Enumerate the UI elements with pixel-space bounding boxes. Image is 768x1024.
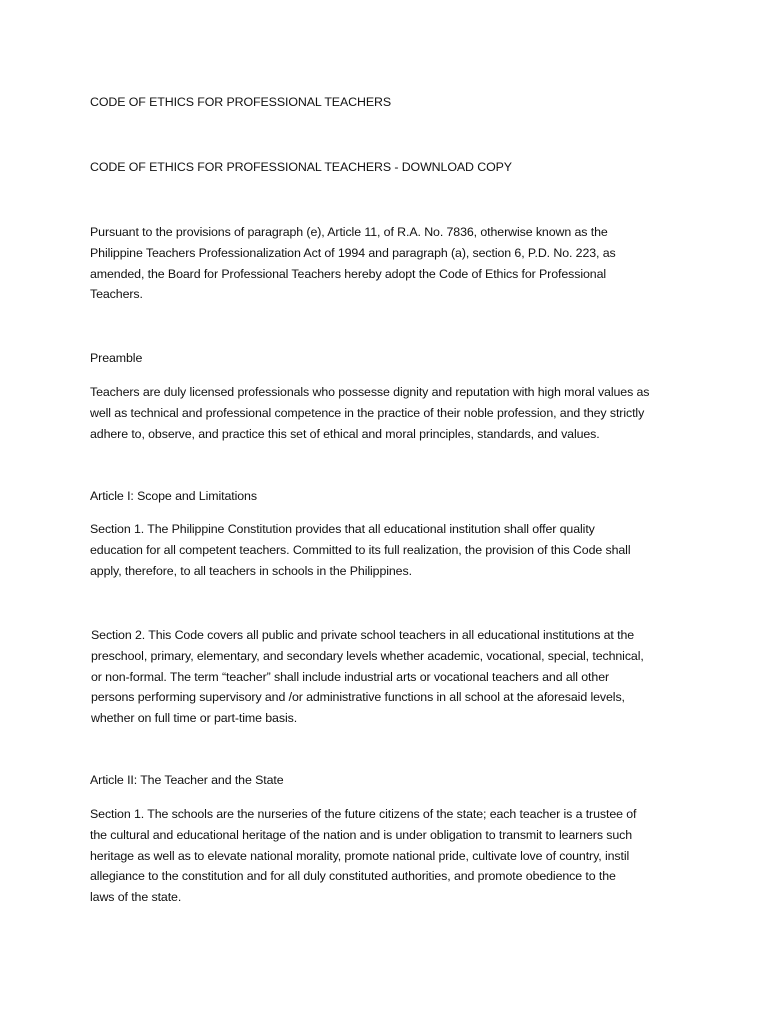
text-line: well as technical and professional competence in the practice of their noble profession, and they strictly (90, 405, 645, 420)
preamble-heading (90, 348, 660, 369)
text-line: CODE OF ETHICS FOR PROFESSIONAL TEACHERS (90, 95, 391, 109)
text-line: adhere to, observe, and practice this set of ethical and moral principles, standards, and values. (90, 426, 600, 441)
intro-paragraph (90, 222, 660, 305)
article-2-heading (90, 770, 660, 791)
text-line: Teachers. (90, 287, 143, 302)
preamble-paragraph (90, 382, 660, 444)
text-line: persons performing supervisory and /or administrative functions in all school at the aforesaid levels, (91, 690, 625, 705)
text-line: Section 1. The schools are the nurseries of the future citizens of the state; each teacher is a trustee of (90, 807, 637, 821)
text-line: Section 2. This Code covers all public and private school teachers in all educational institutions at the (91, 628, 635, 642)
download-copy-line (90, 157, 660, 178)
text-line: Article I: Scope and Limitations (90, 489, 257, 503)
article-2-section-1 (90, 804, 660, 908)
text-line: apply, therefore, to all teachers in schools in the Philippines. (90, 563, 412, 578)
text-line: laws of the state. (90, 890, 182, 905)
text-line: Section 1. The Philippine Constitution provides that all educational institution shall offer quality (90, 522, 595, 536)
text-line: amended, the Board for Professional Teachers hereby adopt the Code of Ethics for Professional (90, 266, 607, 281)
text-line: Teachers are duly licensed professionals who possesse dignity and reputation with high moral values as (90, 385, 650, 399)
text-line: whether on full time or part-time basis. (91, 711, 298, 726)
text-line: allegiance to the constitution and for all duly constituted authorities, and promote obedience to the (90, 869, 616, 884)
article-1-section-2 (91, 625, 661, 729)
text-line: or non-formal. The term “teacher” shall include industrial arts or vocational teachers and all other (91, 669, 610, 684)
text-line: Preamble (90, 351, 143, 365)
text-line: Article II: The Teacher and the State (90, 773, 284, 787)
text-line: Pursuant to the provisions of paragraph (e), Article 11, of R.A. No. 7836, otherwise known as the (90, 225, 608, 239)
article-1-section-1 (90, 519, 660, 581)
text-line: Philippine Teachers Professionalization Act of 1994 and paragraph (a), section 6, P.D. No. 223, as (90, 245, 616, 260)
document-title (90, 92, 660, 113)
text-line: education for all competent teachers. Committed to its full realization, the provision of this Code shall (90, 542, 631, 557)
text-line: preschool, primary, elementary, and secondary levels whether academic, vocational, special, technical, (91, 648, 644, 663)
article-1-heading (90, 486, 660, 507)
text-line: CODE OF ETHICS FOR PROFESSIONAL TEACHERS - DOWNLOAD COPY (90, 160, 512, 174)
text-line: the cultural and educational heritage of the nation and is under obligation to transmit to learners such (90, 827, 633, 842)
text-line: heritage as well as to elevate national morality, promote national pride, cultivate love of country, instil (90, 848, 630, 863)
